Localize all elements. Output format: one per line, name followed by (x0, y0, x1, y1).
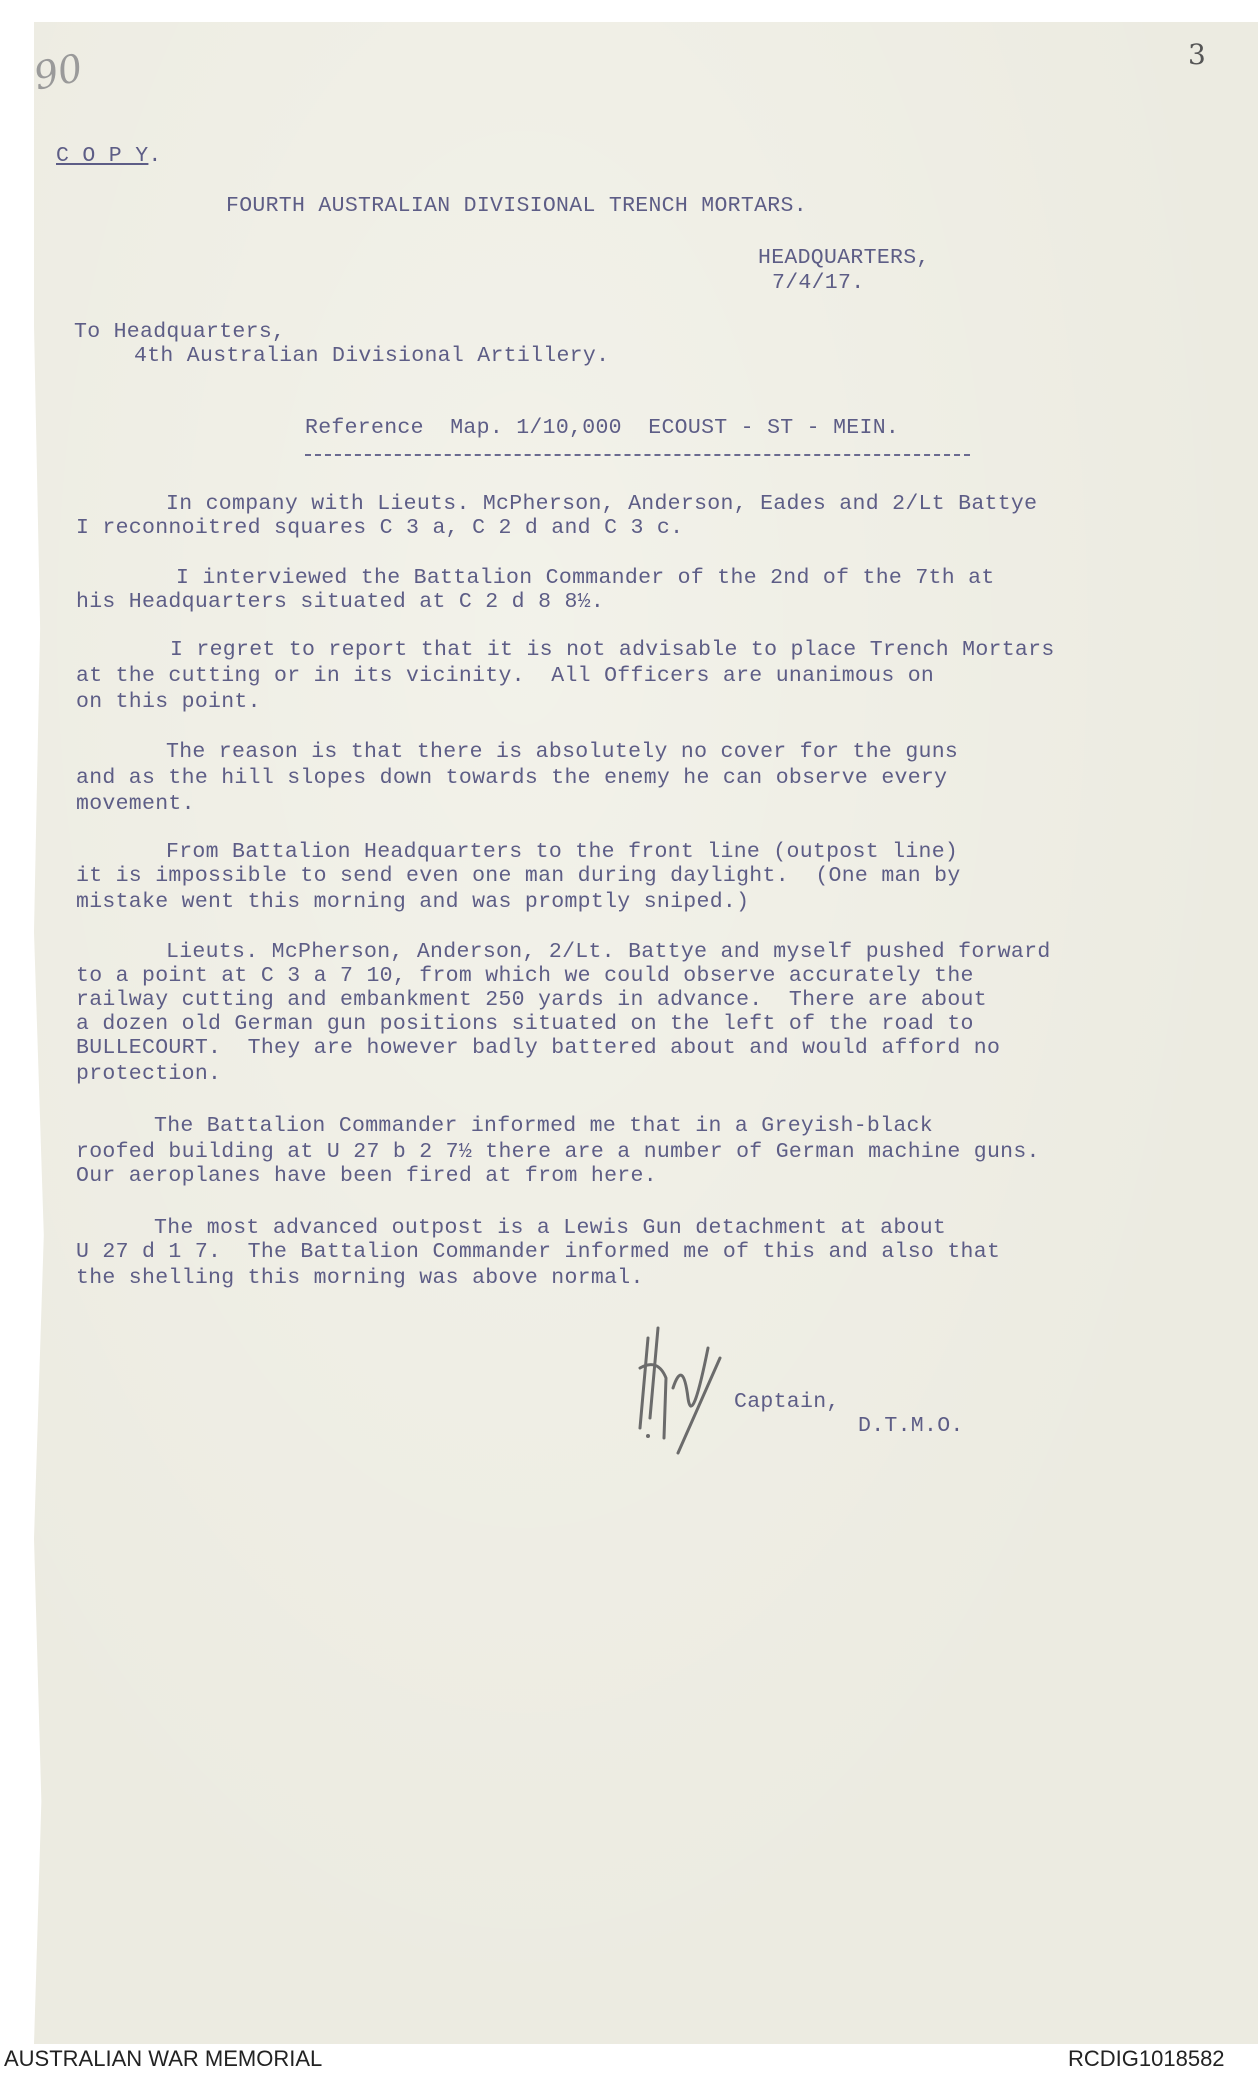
paragraph-1-line-1: In company with Lieuts. McPherson, Anderson, Eades and 2/Lt Battye (166, 492, 1038, 516)
archive-folio-number: 90 (29, 45, 87, 99)
paragraph-6-line-2: to a point at C 3 a 7 10, from which we could observe accurately the (76, 964, 974, 988)
copy-label: C O P Y (56, 144, 149, 168)
paragraph-5-line-3: mistake went this morning and was promptly sniped.) (76, 890, 750, 914)
page-number: 3 (1188, 38, 1206, 71)
addressee-line-2: 4th Australian Divisional Artillery. (134, 344, 610, 368)
copy-heading (56, 146, 162, 168)
paragraph-3-line-1: I regret to report that it is not advisable to place Trench Mortars (170, 638, 1055, 662)
paragraph-2-line-1: I interviewed the Battalion Commander of the 2nd of the 7th at (176, 566, 995, 590)
paragraph-1-line-2: I reconnoitred squares C 3 a, C 2 d and C 3 c. (76, 516, 684, 540)
signatory-rank: Captain, (734, 1390, 840, 1414)
paragraph-8-line-2: U 27 d 1 7. The Battalion Commander informed me of this and also that (76, 1240, 1001, 1264)
paragraph-7-line-2: roofed building at U 27 b 2 7½ there are a number of German machine guns. (76, 1140, 1040, 1164)
paragraph-4-line-1: The reason is that there is absolutely no cover for the guns (166, 740, 959, 764)
paragraph-5-line-1: From Battalion Headquarters to the front line (outpost line) (166, 840, 959, 864)
paragraph-3-line-2: at the cutting or in its vicinity. All Officers are unanimous on (76, 664, 935, 688)
paragraph-2-line-2: his Headquarters situated at C 2 d 8 8½. (76, 590, 605, 614)
paragraph-4-line-3: movement. (76, 792, 195, 816)
paragraph-3-line-3: on this point. (76, 690, 261, 714)
paragraph-8-line-1: The most advanced outpost is a Lewis Gun detachment at about (154, 1216, 947, 1240)
copy-suffix: . (148, 144, 162, 168)
signatory-role: D.T.M.O. (858, 1414, 964, 1438)
date-line: 7/4/17. (772, 271, 865, 295)
paragraph-7-line-1: The Battalion Commander informed me that in a Greyish-black (154, 1114, 933, 1138)
unit-title: FOURTH AUSTRALIAN DIVISIONAL TRENCH MORTARS. (226, 194, 807, 218)
paragraph-7-line-3: Our aeroplanes have been fired at from here. (76, 1164, 657, 1188)
footer-record-id: RCDIG1018582 (1068, 2046, 1225, 2071)
paragraph-6-line-3: railway cutting and embankment 250 yards in advance. There are about (76, 988, 987, 1012)
footer-institution: AUSTRALIAN WAR MEMORIAL (4, 2046, 323, 2071)
addressee-line-1: To Headquarters, (74, 320, 286, 344)
paragraph-6-line-6: protection. (76, 1062, 222, 1086)
paragraph-5-line-2: it is impossible to send even one man during daylight. (One man by (76, 864, 961, 888)
paragraph-8-line-3: the shelling this morning was above normal. (76, 1266, 644, 1290)
signature (628, 1318, 738, 1463)
reference-underline (305, 454, 970, 456)
paragraph-6-line-1: Lieuts. McPherson, Anderson, 2/Lt. Battye and myself pushed forward (166, 940, 1051, 964)
paragraph-6-line-4: a dozen old German gun positions situated on the left of the road to (76, 1012, 974, 1036)
location-line: HEADQUARTERS, (758, 246, 930, 270)
paragraph-4-line-2: and as the hill slopes down towards the enemy he can observe every (76, 766, 948, 790)
reference-line: Reference Map. 1/10,000 ECOUST - ST - MEIN. (305, 416, 900, 440)
paragraph-6-line-5: BULLECOURT. They are however badly battered about and would afford no (76, 1036, 1001, 1060)
signature-scribble (628, 1318, 738, 1458)
